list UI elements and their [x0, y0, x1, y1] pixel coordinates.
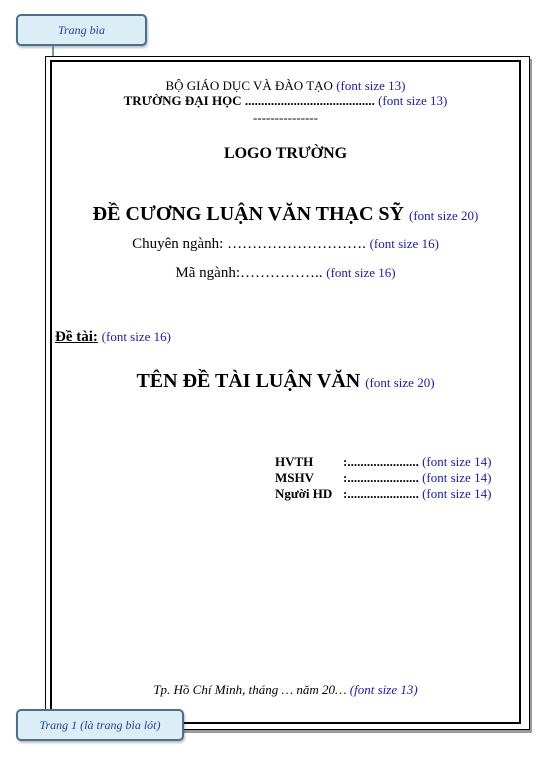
- place-date-text: Tp. Hồ Chí Minh, tháng … năm 20…: [153, 682, 347, 697]
- topic-colon: :: [92, 329, 98, 345]
- topic-line: [55, 329, 171, 346]
- signature-dots: :......................: [343, 470, 419, 485]
- major-code-line: [50, 265, 521, 282]
- signature-field-hvth: [275, 454, 491, 470]
- signature-field-advisor: [275, 486, 491, 502]
- signature-font-note: (font size 14): [422, 454, 492, 469]
- document-title-font-note: (font size 20): [409, 208, 479, 223]
- thesis-title-font-note: (font size 20): [365, 375, 435, 390]
- major-line: [50, 236, 521, 253]
- place-date-line: [50, 682, 521, 698]
- document-title-text: ĐỀ CƯƠNG LUẬN VĂN THẠC SỸ: [92, 203, 404, 225]
- cover-page-callout-label: Trang bìa: [57, 23, 105, 37]
- signature-field-mshv: [275, 470, 491, 486]
- signature-label: HVTH: [275, 454, 314, 469]
- signature-dots: :......................: [343, 454, 419, 469]
- major-text: Chuyên ngành: ……………………….: [132, 236, 366, 252]
- signature-label: Người HD: [275, 486, 333, 501]
- major-code-font-note: (font size 16): [326, 265, 396, 280]
- topic-label: Đề tài: [55, 329, 93, 345]
- thesis-title-text: TÊN ĐỀ TÀI LUẬN VĂN: [136, 370, 361, 392]
- cover-page-callout: [16, 14, 147, 46]
- university-line: [50, 93, 521, 109]
- page1-callout-label: Trang 1 (là trang bìa lót): [39, 718, 161, 732]
- signature-font-note: (font size 14): [422, 470, 492, 485]
- university-font-note: (font size 13): [378, 93, 448, 108]
- signature-font-note: (font size 14): [422, 486, 492, 501]
- major-code-text: Mã ngành:……………..: [175, 265, 323, 281]
- page1-callout: [16, 709, 184, 741]
- ministry-font-note: (font size 13): [336, 78, 406, 93]
- header-separator: ---------------: [253, 110, 318, 125]
- university-name: TRƯỜNG ĐẠI HỌC ........................................: [123, 93, 375, 108]
- signature-dots: :......................: [343, 486, 419, 501]
- logo-placeholder: LOGO TRƯỜNG: [223, 145, 348, 162]
- major-font-note: (font size 16): [369, 236, 439, 251]
- ministry-name: BỘ GIÁO DỤC VÀ ĐÀO TẠO: [165, 78, 333, 93]
- place-date-font-note: (font size 13): [349, 682, 418, 697]
- document-title: [50, 203, 521, 226]
- topic-font-note: (font size 16): [101, 329, 171, 344]
- thesis-title: [50, 370, 521, 393]
- signature-label: MSHV: [275, 470, 314, 485]
- ministry-line: [50, 78, 521, 94]
